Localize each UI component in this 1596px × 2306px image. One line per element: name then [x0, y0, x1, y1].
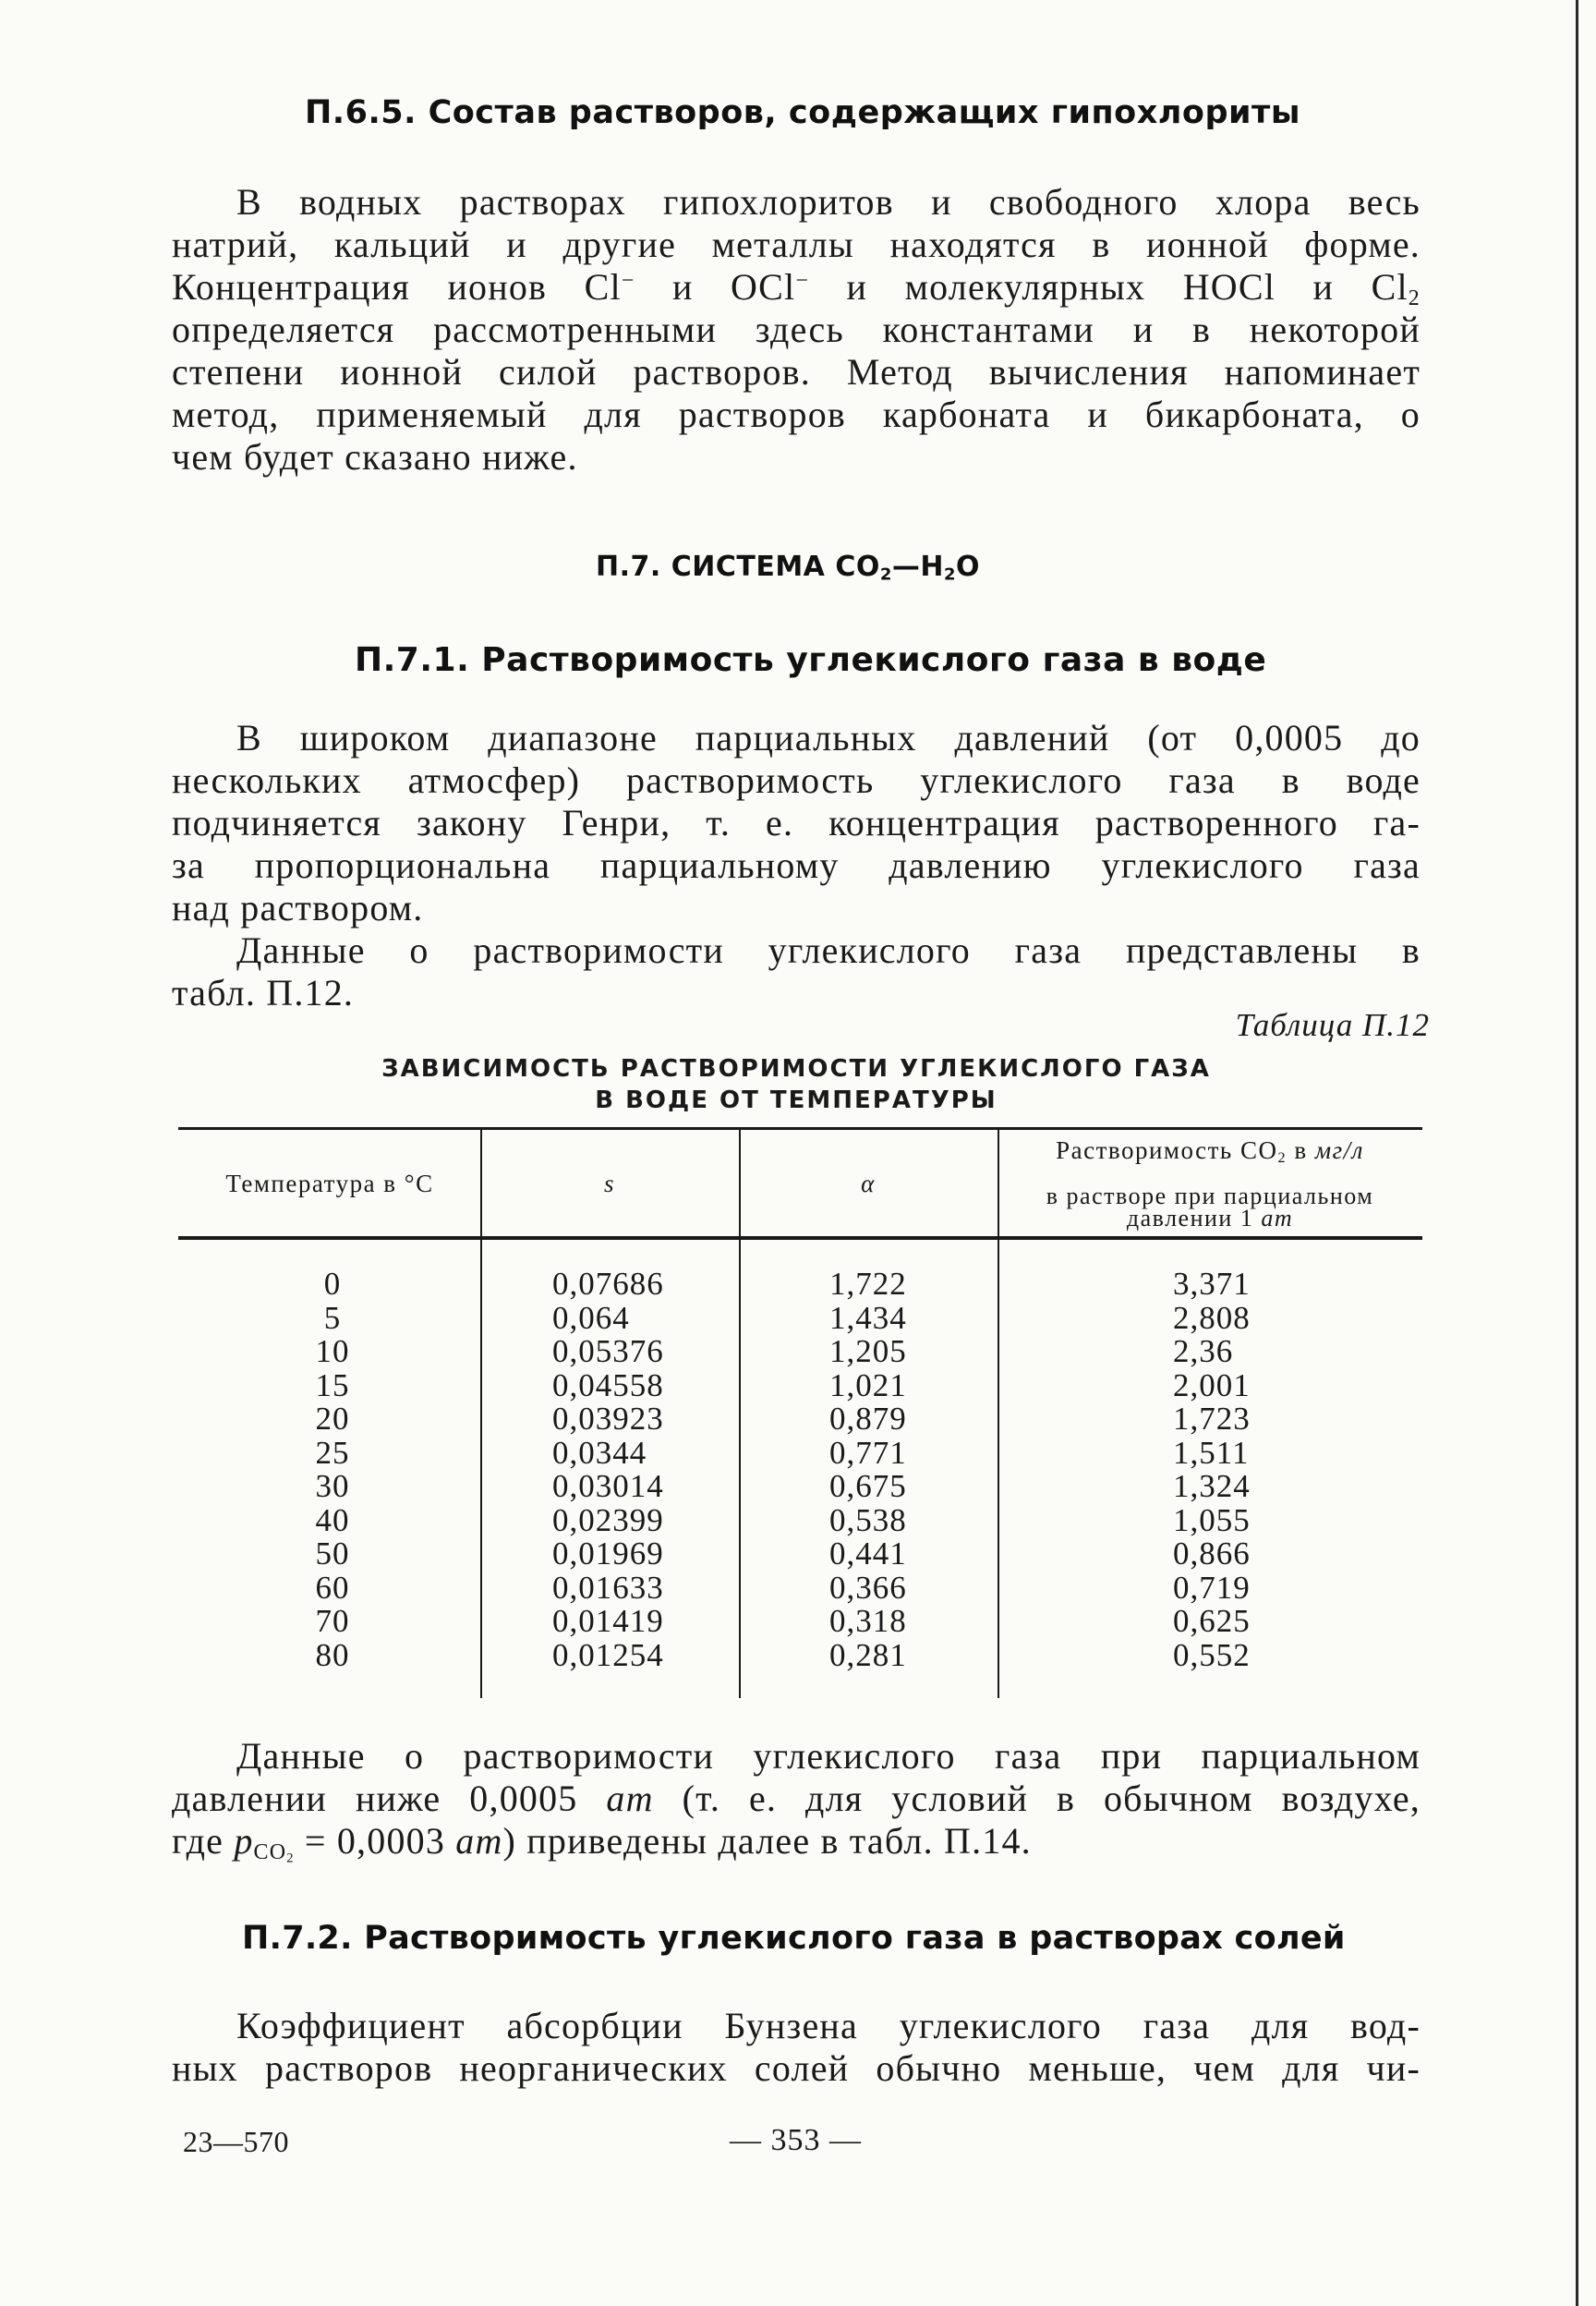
table-header-solubility-line2: в растворе при парциальном — [1046, 1183, 1374, 1209]
table-top-rule — [178, 1127, 1422, 1130]
table-cell: 0,538 — [829, 1501, 907, 1538]
table-cell: 70 — [315, 1603, 350, 1639]
table-cell: 0,441 — [829, 1535, 907, 1572]
table-cell: 0,01633 — [552, 1569, 664, 1606]
table-title: ЗАВИСИМОСТЬ РАСТВОРИМОСТИ УГЛЕКИСЛОГО ГАЗА В ВОДЕ ОТ ТЕМПЕРАТУРЫ — [381, 1055, 1211, 1114]
table-cell: 0,04558 — [552, 1366, 664, 1403]
table-label: Таблица П.12 — [1235, 1007, 1430, 1043]
table-cell: 0,01969 — [552, 1535, 664, 1572]
page-number: — 353 — — [730, 2123, 862, 2157]
table-cell: 0,03923 — [552, 1401, 664, 1437]
paragraph-bunsen: Коэффициент абсорбции Бунзена углекислого газа для вод- ных растворов неорганических солей обычно меньше, чем для чи- — [172, 2005, 1421, 2089]
table-cell: 1,324 — [1173, 1468, 1251, 1504]
table-header-alpha: α — [861, 1170, 876, 1197]
table-cell: 0,02399 — [552, 1501, 664, 1538]
table-cell: 1,722 — [829, 1266, 907, 1302]
table-cell: 0,879 — [829, 1401, 907, 1437]
table-cell: 5 — [323, 1299, 342, 1336]
table-cell: 0,07686 — [552, 1266, 664, 1302]
table-cell: 0,552 — [1173, 1636, 1251, 1673]
table-cell: 1,723 — [1173, 1401, 1251, 1437]
table-cell: 40 — [315, 1501, 350, 1538]
table-column-s — [552, 1268, 664, 1672]
table-cell: 0,719 — [1173, 1569, 1251, 1606]
table-cell: 0,281 — [829, 1636, 907, 1673]
table-column-temperature — [268, 1268, 397, 1672]
table-cell: 60 — [315, 1569, 350, 1606]
section-heading-p72: П.7.2. Растворимость углекислого газа в растворах солей — [242, 1920, 1346, 1957]
paragraph-henry-law: В широком диапазоне парциальных давлений (от 0,0005 до нескольких атмосфер) растворимость углекислого газа в воде подчиняется закону Генри, т. е. концентрация растворенного га- за пропорциональна парциальному давлению углекислого газа над раствором. — [172, 717, 1421, 928]
table-cell: 0,064 — [552, 1299, 630, 1336]
table-cell: 2,001 — [1173, 1366, 1251, 1403]
scan-edge-line — [1576, 0, 1578, 2306]
table-cell: 20 — [315, 1401, 350, 1437]
table-cell: 0,05376 — [552, 1333, 664, 1369]
table-cell: 80 — [315, 1636, 350, 1673]
table-cell: 1,511 — [1173, 1434, 1250, 1471]
table-cell: 50 — [315, 1535, 350, 1572]
table-cell: 0,625 — [1173, 1603, 1251, 1639]
paragraph-hypochlorite: В водных растворах гипохлоритов и свободного хлора весь натрий, кальций и другие металлы находятся в ионной форме. Концентрация ионов Cl− и OCl− и молекулярных HOCl и $Cl_2$ определяется рассмотренными здесь константами и в некоторой степени ионной силой растворов. Метод вычисления напоминает метод, применяемый для растворов карбоната и бикарбоната, о чем будет сказано ниже. — [172, 181, 1421, 478]
section-heading-p71: П.7.1. Растворимость углекислого газа в воде — [355, 641, 1267, 679]
table-cell: 0,318 — [829, 1603, 907, 1639]
table-header-temperature: Температура в °С — [225, 1170, 434, 1197]
table-cell: 25 — [315, 1434, 350, 1471]
table-cell: 0,675 — [829, 1468, 907, 1504]
table-header-rule — [178, 1236, 1422, 1240]
table-cell: 1,434 — [829, 1299, 907, 1336]
table-header-solubility-line1: Растворимость $СО_2$ в мг/л — [1056, 1136, 1364, 1167]
table-cell: 0,01419 — [552, 1603, 664, 1639]
table-cell: 15 — [315, 1366, 350, 1403]
table-column-alpha — [829, 1268, 907, 1672]
paragraph-table-reference: Данные о растворимости углекислого газа представлены в табл. П.12. — [172, 929, 1421, 1013]
section-heading-p65: П.6.5. Состав растворов, содержащих гипохлориты — [305, 94, 1300, 131]
table-cell: 0,771 — [829, 1434, 907, 1471]
table-cell: 0,366 — [829, 1569, 907, 1606]
table-header-s: s — [603, 1170, 615, 1197]
table-cell: 10 — [315, 1333, 350, 1369]
table-cell: 1,205 — [829, 1333, 907, 1369]
table-header-solubility-line3: давлении 1 ат — [1126, 1205, 1294, 1232]
table-column-divider — [480, 1130, 482, 1698]
table-cell: 3,371 — [1173, 1266, 1251, 1302]
table-cell: 2,808 — [1173, 1299, 1251, 1336]
table-cell: 0,03014 — [552, 1468, 664, 1504]
table-cell: 0,0344 — [552, 1434, 647, 1471]
table-cell: 1,055 — [1173, 1501, 1251, 1538]
table-cell: 0,866 — [1173, 1535, 1251, 1572]
table-cell: 0,01254 — [552, 1636, 664, 1673]
table-column-solubility — [1173, 1268, 1251, 1672]
paragraph-low-pressure: Данные о растворимости углекислого газа при парциальном давлении ниже 0,0005 ат (т. е. для условий в обычном воздухе, где $p_{CO_2} = 0,0003$ ат) приведены далее в табл. П.14. — [172, 1735, 1421, 1866]
table-cell: 30 — [315, 1468, 350, 1504]
table-cell: 1,021 — [829, 1366, 907, 1403]
table-cell: 2,36 — [1173, 1333, 1234, 1369]
table-column-divider — [739, 1130, 741, 1698]
printer-signature: 23—570 — [183, 2125, 289, 2158]
table-cell: 0 — [323, 1266, 342, 1302]
section-heading-p7: П.7. СИСТЕМА $СО_2—Н_2О$ — [596, 551, 981, 585]
